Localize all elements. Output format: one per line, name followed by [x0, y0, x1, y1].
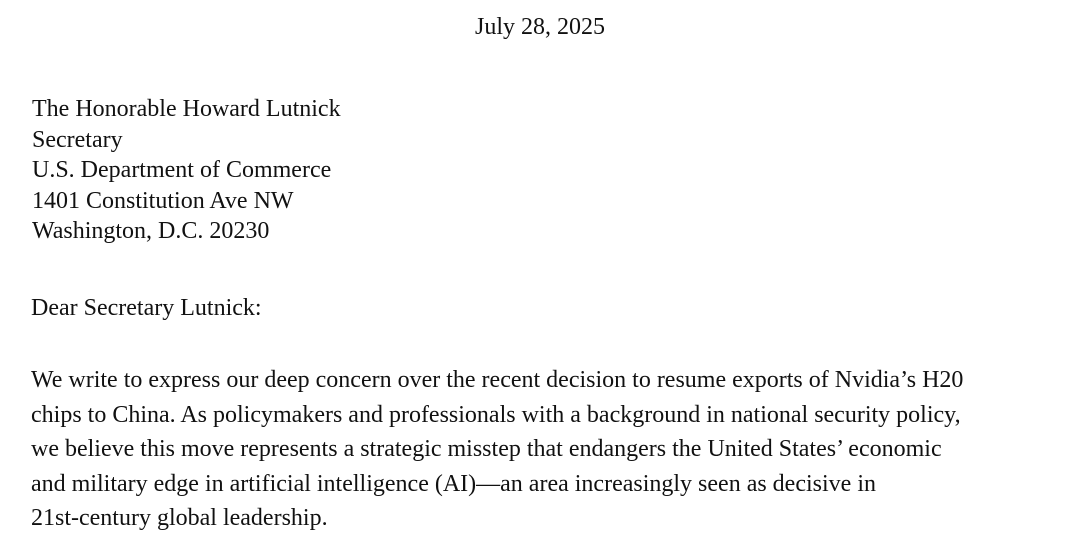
letter-date: July 28, 2025: [474, 14, 605, 40]
recipient-address-block: [32, 94, 341, 247]
body-paragraph: [31, 363, 1071, 536]
recipient-name: The Honorable Howard Lutnick: [32, 96, 341, 122]
salutation: Dear Secretary Lutnick:: [31, 295, 262, 321]
paragraph-line: we believe this move represents a strategic misstep that endangers the United States’ economic: [31, 436, 942, 462]
paragraph-line: We write to express our deep concern over the recent decision to resume exports of Nvidia’s H20: [31, 367, 964, 393]
recipient-department: U.S. Department of Commerce: [32, 157, 332, 183]
recipient-street: 1401 Constitution Ave NW: [32, 187, 294, 214]
paragraph-line: and military edge in artificial intelligence (AI)—an area increasingly seen as decisive in: [31, 470, 876, 497]
recipient-title: Secretary: [32, 126, 123, 153]
paragraph-line: chips to China. As policymakers and professionals with a background in national security policy,: [31, 401, 961, 428]
paragraph-line: 21st-century global leadership.: [31, 505, 328, 531]
recipient-city: Washington, D.C. 20230: [32, 218, 270, 244]
